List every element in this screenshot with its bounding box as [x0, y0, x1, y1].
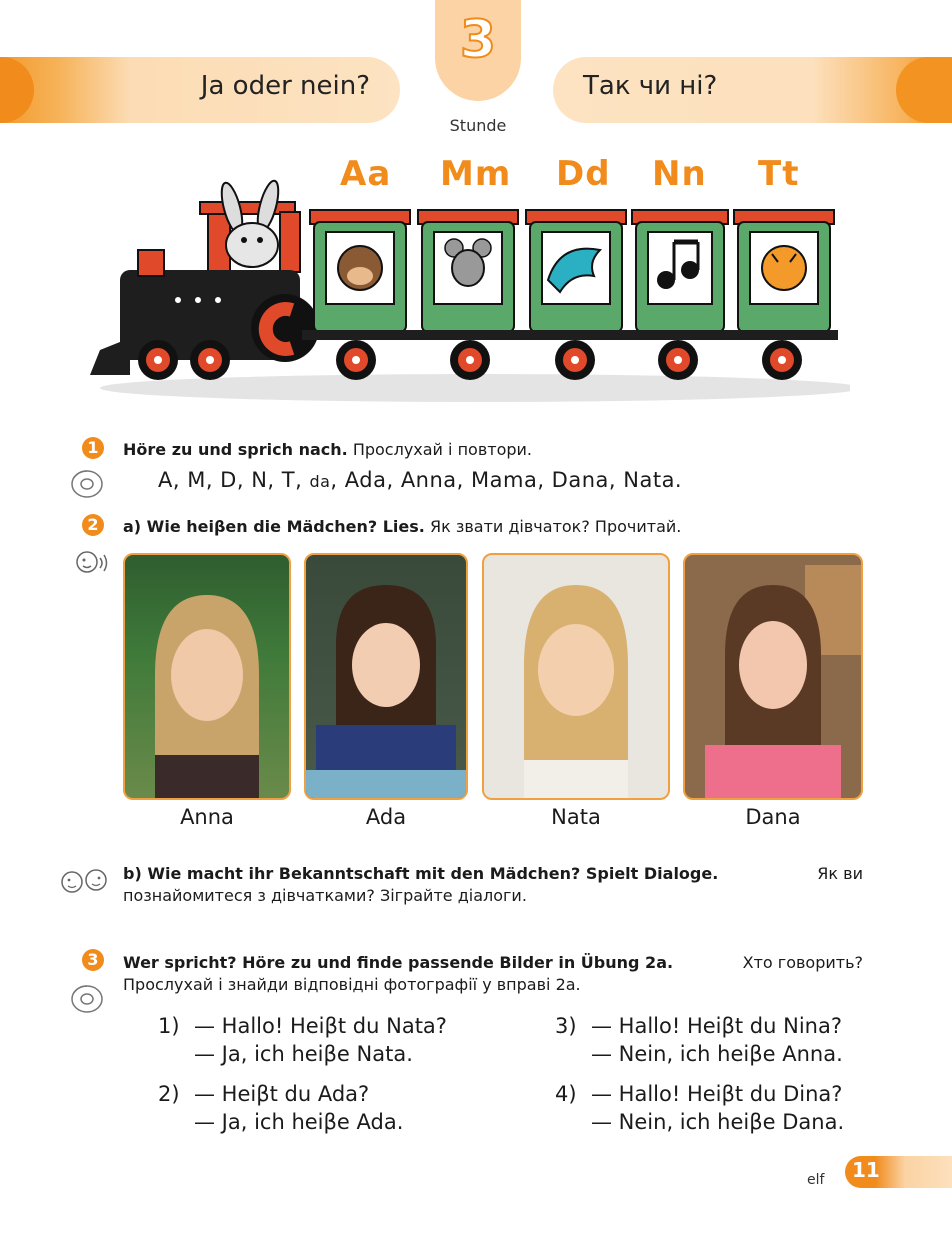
header-right-cap — [896, 57, 952, 123]
exercise-2b-title-de: b) Wie macht ihr Bekanntschaft mit den Mädchen? Spielt Dialoge. — [123, 864, 719, 883]
dialogue-2-line-1: — Heiβt du Ada? — [194, 1082, 370, 1106]
exercise-3-title-uk-1: Хто говорить? — [742, 953, 863, 972]
wagon-notes — [626, 210, 734, 380]
lesson-tab — [435, 0, 521, 101]
dialogue-1-number: 1) — [158, 1014, 180, 1038]
header-left-band — [0, 57, 400, 123]
photo-nata — [482, 553, 670, 800]
train-letter-t: Tt — [758, 154, 800, 194]
exercise-2b-title-uk-1: Як ви — [817, 864, 863, 883]
dialogue-3 — [555, 1012, 843, 1068]
exercise-3-title-uk-2: Прослухай і знайди відповідні фотографії у вправі 2а. — [123, 975, 581, 994]
photo-name-ada: Ada — [365, 805, 407, 829]
train-letter-m: Mm — [440, 154, 512, 194]
exercise-3-title-de: Wer spricht? Höre zu und finde passende Bilder in Übung 2a. — [123, 953, 674, 972]
header-left-cap — [0, 57, 34, 123]
dialogue-2-line-2: — Ja, ich heiβe Ada. — [194, 1110, 404, 1134]
locomotive — [90, 179, 319, 380]
exercise-1-title-uk: Прослухай і повтори. — [352, 440, 532, 459]
photo-dana — [683, 553, 863, 800]
exercise-1-letters: A, M, D, N, T, — [158, 468, 310, 492]
photo-ada — [304, 553, 468, 800]
wagon-dolphin — [518, 210, 634, 380]
dialogue-4-line-2: — Nein, ich heiβe Dana. — [591, 1110, 845, 1134]
exercise-1-number: 1 — [82, 437, 104, 459]
page-number: 11 — [852, 1158, 880, 1182]
exercise-2a-title-de: a) Wie heiβen die Mädchen? Lies. — [123, 517, 425, 536]
train-letter-d: Dd — [556, 154, 611, 194]
dialogue-4-number: 4) — [555, 1082, 577, 1106]
photo-name-dana: Dana — [745, 805, 801, 829]
photo-anna — [123, 553, 291, 800]
exercise-1-title-de: Höre zu und sprich nach. — [123, 440, 348, 459]
dialogue-faces-icon — [58, 866, 110, 896]
cd-audio-icon — [70, 467, 104, 501]
exercise-3-instruction — [123, 952, 863, 996]
page-number-word: elf — [807, 1172, 825, 1188]
lesson-label: Stunde — [449, 116, 507, 135]
exercise-3-number: 3 — [82, 949, 104, 971]
dialogue-2-number: 2) — [158, 1082, 180, 1106]
page-title-german: Ja oder nein? — [200, 71, 370, 101]
alphabet-train-illustration — [60, 150, 850, 420]
dialogue-1-line-2: — Ja, ich heiβe Nata. — [194, 1042, 413, 1066]
train-drawing — [60, 150, 850, 420]
wagon-tiger — [730, 210, 838, 380]
exercise-2a-title-uk: Як звати дівчаток? Прочитай. — [429, 517, 682, 536]
exercise-2b-instruction — [123, 863, 863, 907]
train-letter-a: Aa — [340, 154, 392, 194]
wagon-mouse — [410, 210, 526, 380]
exercise-2a-instruction — [123, 516, 883, 538]
exercise-1-syllable: da — [309, 472, 331, 491]
dialogue-4-line-1: — Hallo! Heiβt du Dina? — [591, 1082, 843, 1106]
speaking-faces-icon — [74, 548, 110, 578]
dialogue-1-line-1: — Hallo! Heiβt du Nata? — [194, 1014, 447, 1038]
exercise-2b-title-uk-2: познайомитеся з дівчатками? Зіграйте діалоги. — [123, 886, 527, 905]
dialogue-2 — [158, 1080, 403, 1136]
dialogue-4 — [555, 1080, 844, 1136]
wagon-monkey — [302, 210, 418, 380]
exercise-1-letters-line — [158, 468, 682, 492]
dialogue-3-line-1: — Hallo! Heiβt du Nina? — [591, 1014, 842, 1038]
photo-name-anna: Anna — [180, 805, 234, 829]
exercise-1-instruction — [123, 439, 883, 461]
photo-name-nata: Nata — [551, 805, 601, 829]
dialogue-3-line-2: — Nein, ich heiβe Anna. — [591, 1042, 843, 1066]
cd-audio-icon-2 — [70, 982, 104, 1016]
lesson-number: 3 — [459, 10, 497, 70]
train-letter-n: Nn — [652, 154, 707, 194]
exercise-2-number: 2 — [82, 514, 104, 536]
page-title-ukrainian: Так чи ні? — [583, 71, 718, 101]
exercise-1-words: , Ada, Anna, Mama, Dana, Nata. — [330, 468, 683, 492]
dialogue-1 — [158, 1012, 447, 1068]
header-right-band — [553, 57, 952, 123]
dialogue-3-number: 3) — [555, 1014, 577, 1038]
